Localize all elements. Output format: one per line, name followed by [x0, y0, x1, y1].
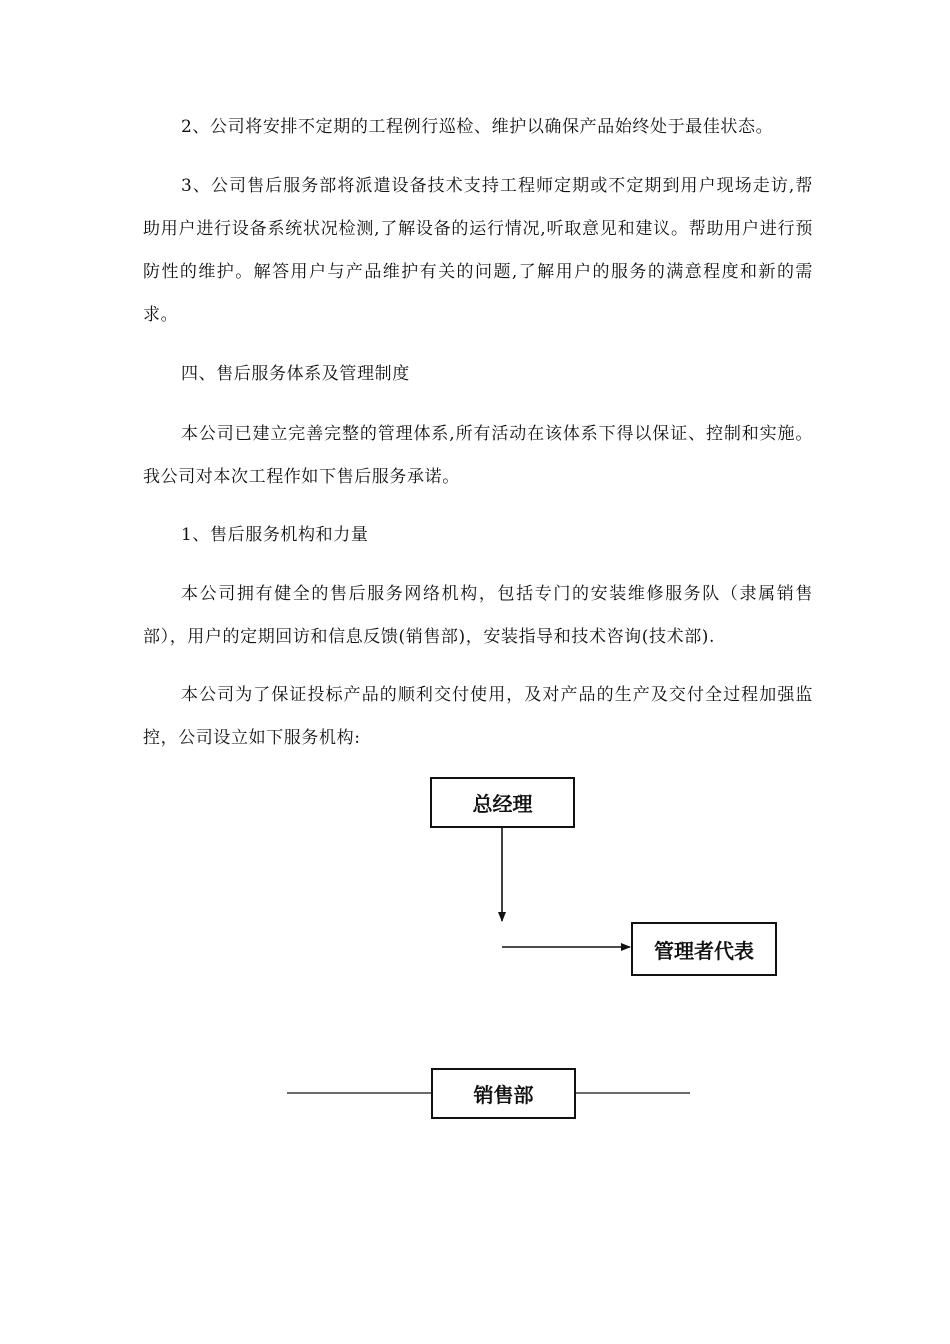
paragraph-service-setup: 本公司为了保证投标产品的顺利交付使用，及对产品的生产及交付全过程加强监控，公司设立如下服务机构:: [143, 685, 813, 748]
paragraph-service-network: 本公司拥有健全的售后服务网络机构，包括专门的安装维修服务队（隶属销售部），用户的定期回访和信息反馈(销售部)，安装指导和技术咨询(技术部).: [143, 584, 813, 647]
section-heading-service-system: 四、售后服务体系及管理制度: [181, 364, 410, 384]
paragraph-field-visits: 3、公司售后服务部将派遣设备技术支持工程师定期或不定期到用户现场走访,帮助用户进行设备系统状况检测,了解设备的运行情况,听取意见和建议。帮助用户进行预防性的维护。解答用户与产品维护有关的问题,了解用户的服务的满意程度和新的需求。: [143, 176, 813, 325]
org-node-management-representative: 管理者代表: [631, 922, 777, 976]
paragraph-inspection: 2、公司将安排不定期的工程例行巡检、维护以确保产品始终处于最佳状态。: [181, 117, 774, 137]
paragraph-management-system: 本公司已建立完善完整的管理体系,所有活动在该体系下得以保证、控制和实施。我公司对本次工程作如下售后服务承诺。: [143, 424, 813, 487]
subheading-service-organization: 1、售后服务机构和力量: [181, 525, 369, 545]
org-node-sales-department: 销售部: [431, 1068, 576, 1119]
org-node-general-manager: 总经理: [430, 777, 575, 828]
